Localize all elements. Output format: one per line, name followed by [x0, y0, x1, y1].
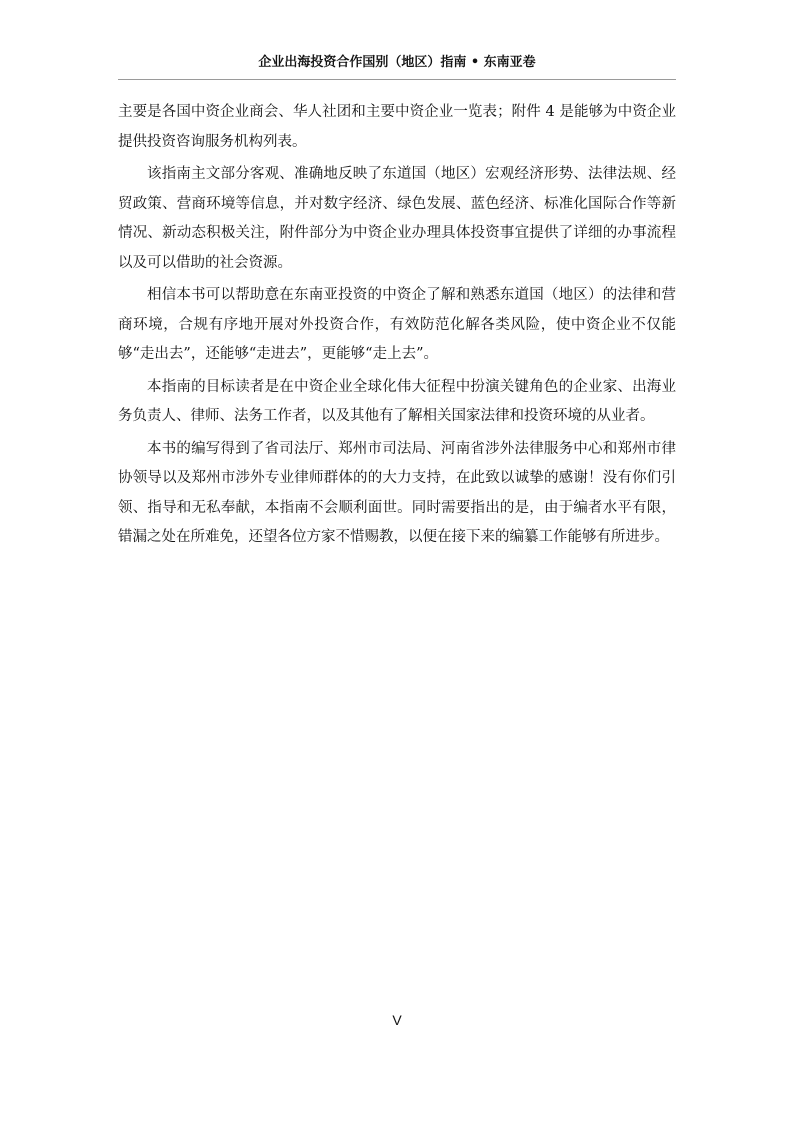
paragraph: 相信本书可以帮助意在东南亚投资的中资企了解和熟悉东道国（地区）的法律和营商环境，合规有序地开展对外投资合作，有效防范化解各类风险，使中资企业不仅能够“走出去”，还能够“走进去”，更能够“走上去”。 — [118, 287, 676, 362]
header-divider — [118, 79, 676, 80]
paragraph-continued: 主要是各国中资企业商会、华人社团和主要中资企业一览表；附件 4 是能够为中资企业提供投资咨询服务机构列表。 — [118, 104, 676, 150]
body-text — [118, 98, 676, 556]
running-header: 企业出海投资合作国别（地区）指南 • 东南亚卷 — [258, 55, 536, 70]
page-number: V — [392, 1012, 402, 1028]
paragraph: 本指南的目标读者是在中资企业全球化伟大征程中扮演关键角色的企业家、出海业务负责人、律师、法务工作者，以及其他有了解相关国家法律和投资环境的从业者。 — [118, 378, 676, 424]
paragraph: 本书的编写得到了省司法厅、郑州市司法局、河南省涉外法律服务中心和郑州市律协领导以及郑州市涉外专业律师群体的的大力支持，在此致以诚挚的感谢！没有你们引领、指导和无私奉献，本指南不会顺利面世。同时需要指出的是，由于编者水平有限，错漏之处在所难免，还望各位方家不惜赐教，以便在接下来的编纂工作能够有所进步。 — [118, 440, 676, 545]
paragraph: 该指南主文部分客观、准确地反映了东道国（地区）宏观经济形势、法律法规、经贸政策、营商环境等信息，并对数字经济、绿色发展、蓝色经济、标准化国际合作等新情况、新动态积极关注，附件部分为中资企业办理具体投资事宜提供了详细的办事流程以及可以借助的社会资源。 — [118, 166, 676, 271]
